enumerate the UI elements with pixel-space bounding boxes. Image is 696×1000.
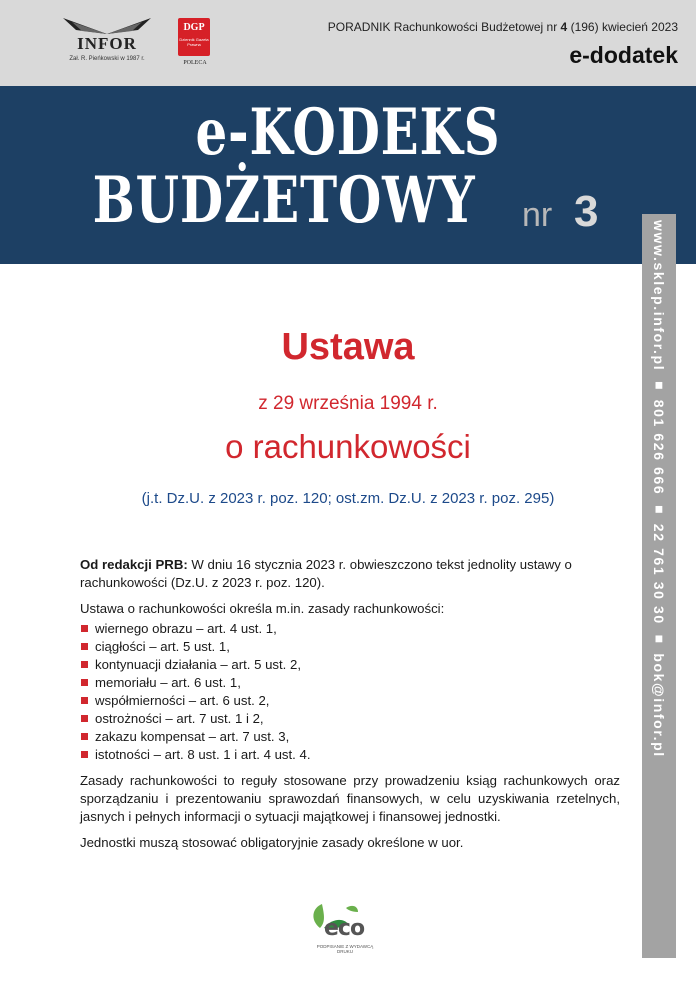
contact-strip-text: www.sklep.infor.pl ■ 801 626 666 ■ 22 761 30 30 ■ bok@infor.pl: [651, 220, 667, 758]
infor-logo: [58, 16, 156, 72]
dgp-logo-box: [178, 18, 210, 56]
body-text: [80, 556, 620, 860]
list-item: zakazu kompensat – art. 7 ust. 3,: [80, 728, 620, 746]
eco-logo: [300, 898, 390, 964]
header-band: [0, 0, 696, 86]
principles-paragraph: Zasady rachunkowości to reguły stosowane przy prowadzeniu ksiąg rachunkowych oraz sporządzaniu i prezentowaniu sprawozdań finansowych, w celu uzyskiwania rzetelnych, jasnych i pełnych informacji o sytuacji majątkowej i finansowej jednostki.: [80, 773, 620, 824]
infor-logo-text: INFOR: [77, 34, 137, 53]
list-item: memoriału – art. 6 ust. 1,: [80, 674, 620, 692]
principles-list: [80, 620, 620, 764]
issue-total: (196): [570, 20, 599, 34]
title-line-1: e-KODEKS: [195, 95, 501, 170]
issue-line: [328, 20, 678, 34]
issue-nr-label: nr: [522, 196, 553, 234]
eco-logo-subtitle: PODPISANIE Z WYDAWCĄ DRUKU: [316, 944, 374, 954]
closing-sentence: Jednostki muszą stosować obligatoryjnie zasady określone w uor.: [80, 835, 464, 850]
list-item: ostrożności – art. 7 ust. 1 i 2,: [80, 710, 620, 728]
list-item: wiernego obrazu – art. 4 ust. 1,: [80, 620, 620, 638]
list-item: kontynuacji działania – art. 5 ust. 2,: [80, 656, 620, 674]
act-title: Ustawa: [281, 326, 415, 368]
principles-lead: Ustawa o rachunkowości określa m.in. zasady rachunkowości:: [80, 601, 445, 616]
supplement-label: e-dodatek: [569, 42, 678, 68]
dgp-logo-text: DGP: [183, 22, 205, 33]
act-date: z 29 września 1994 r.: [258, 393, 438, 414]
publication-name: PORADNIK Rachunkowości Budżetowej nr: [327, 20, 558, 34]
infor-wings-icon: [58, 16, 156, 36]
act-reference: (j.t. Dz.U. z 2023 r. poz. 120; ost.zm. Dz.U. z 2023 r. poz. 295): [141, 490, 555, 507]
dgp-poleca-label: POLECA: [183, 60, 207, 66]
dgp-logo-subtitle: Dziennik Gazeta Prawna: [179, 37, 209, 47]
act-subject: o rachunkowości: [225, 428, 471, 465]
list-item: ciągłości – art. 5 ust. 1,: [80, 638, 620, 656]
issue-month: kwiecień 2023: [601, 20, 678, 34]
infor-logo-subtitle: Zał. R. Pieńkowski w 1987 r.: [69, 56, 145, 62]
editorial-note: [80, 556, 620, 592]
issue-nr-value: 3: [574, 187, 599, 236]
list-item: istotności – art. 8 ust. 1 i art. 4 ust. 4.: [80, 746, 620, 764]
list-item: współmierności – art. 6 ust. 2,: [80, 692, 620, 710]
title-line-2: BUDŻETOWY: [92, 163, 476, 238]
eco-logo-text: eco: [324, 916, 365, 941]
issue-number: 4: [560, 20, 568, 34]
dgp-logo: [178, 18, 212, 70]
editorial-note-text: W dniu 16 stycznia 2023 r. obwieszczono tekst jednolity ustawy o rachunkowości (Dz.U. z 2023 r. poz. 120).: [80, 557, 572, 590]
editorial-note-label: Od redakcji PRB:: [80, 557, 188, 572]
